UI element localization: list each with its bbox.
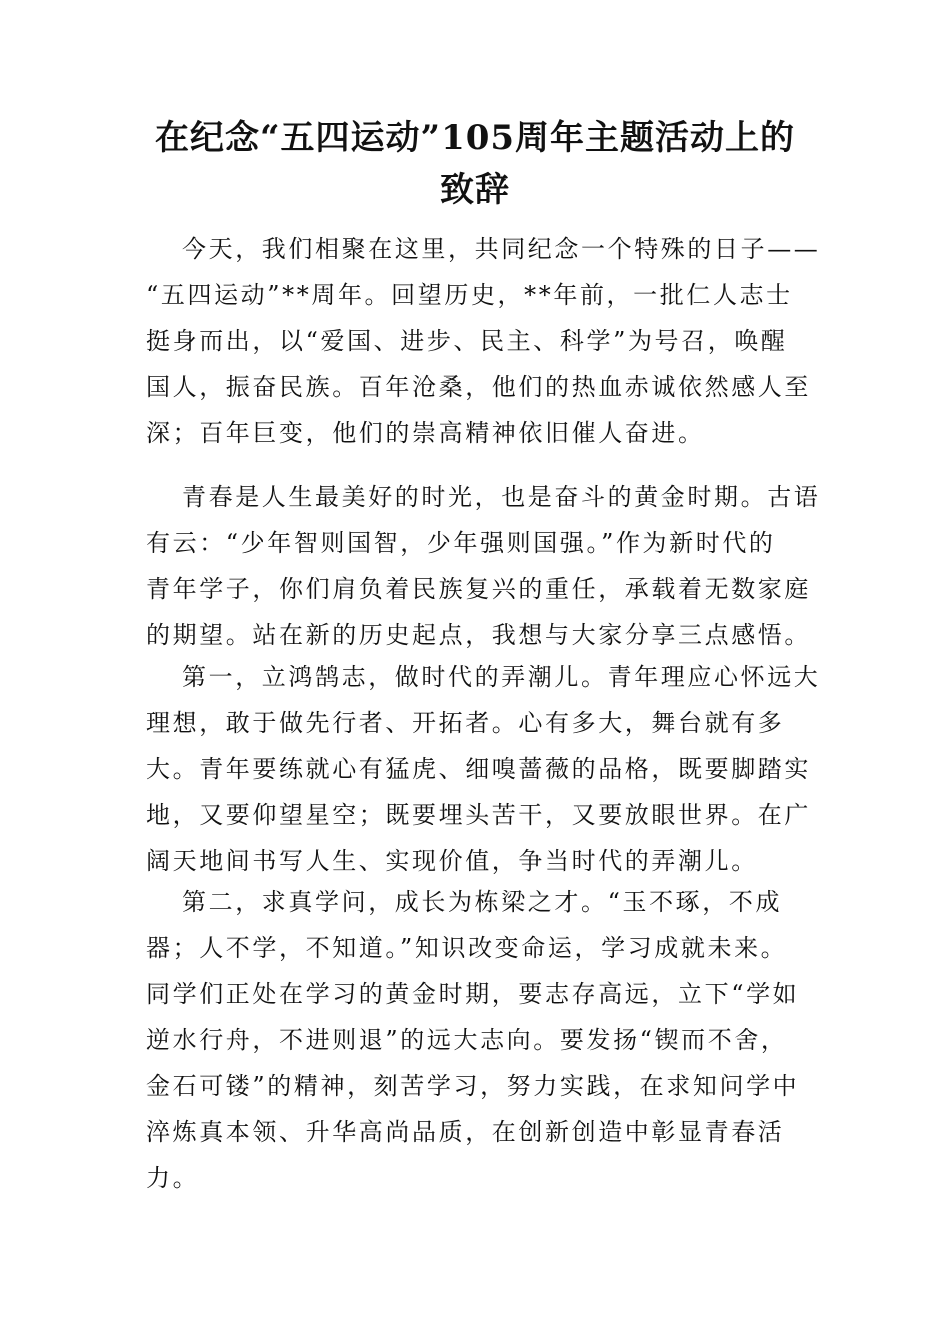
paragraph-line: 淬炼真本领、升华高尚品质，在创新创造中彰显青春活 bbox=[146, 1118, 785, 1146]
paragraph-line: 力。 bbox=[146, 1164, 200, 1192]
paragraph-line: 逆水行舟，不进则退”的远大志向。要发扬“锲而不舍， bbox=[146, 1026, 788, 1054]
paragraph-line: 地，又要仰望星空；既要埋头苦干，又要放眼世界。在广 bbox=[146, 801, 811, 829]
paragraph-line: 第二，求真学问，成长为栋梁之才。“玉不琢，不成 bbox=[182, 888, 783, 916]
paragraph-opening bbox=[146, 226, 821, 456]
paragraph-line: 青春是人生最美好的时光，也是奋斗的黄金时期。古语 bbox=[182, 483, 821, 511]
paragraph-line: 今天，我们相聚在这里，共同纪念一个特殊的日子—— bbox=[182, 235, 821, 263]
paragraph-line: 第一，立鸿鹄志，做时代的弄潮儿。青年理应心怀远大 bbox=[182, 663, 821, 691]
paragraph-line: 有云：“少年智则国智，少年强则国强。”作为新时代的 bbox=[146, 529, 776, 557]
paragraph-line: 深；百年巨变，他们的崇高精神依旧催人奋进。 bbox=[146, 419, 705, 447]
paragraph-line: 理想，敢于做先行者、开拓者。心有多大，舞台就有多 bbox=[146, 709, 785, 737]
paragraph-line: 同学们正处在学习的黄金时期，要志存高远，立下“学如 bbox=[146, 980, 800, 1008]
paragraph-line: 的期望。站在新的历史起点，我想与大家分享三点感悟。 bbox=[146, 621, 811, 649]
paragraph-line: 青年学子，你们肩负着民族复兴的重任，承载着无数家庭 bbox=[146, 575, 811, 603]
paragraph-line: 金石可镂”的精神，刻苦学习，努力实践，在求知问学中 bbox=[146, 1072, 800, 1100]
paragraph-line: 器；人不学，不知道。”知识改变命运，学习成就未来。 bbox=[146, 934, 788, 962]
paragraph-line: 挺身而出，以“爱国、进步、民主、科学”为号召，唤醒 bbox=[146, 327, 788, 355]
paragraph-line: 大。青年要练就心有猛虎、细嗅蔷薇的品格，既要脚踏实 bbox=[146, 755, 811, 783]
paragraph-point-two bbox=[146, 879, 801, 1201]
paragraph-point-one bbox=[146, 654, 821, 884]
title-line: 致辞 bbox=[440, 170, 510, 210]
paragraph-line: 国人，振奋民族。百年沧桑，他们的热血赤诚依然感人至 bbox=[146, 373, 811, 401]
paragraph-line: 阔天地间书写人生、实现价值，争当时代的弄潮儿。 bbox=[146, 847, 758, 875]
paragraph-youth bbox=[146, 474, 821, 658]
document-title bbox=[120, 112, 830, 216]
paragraph-line: “五四运动”**周年。回望历史，**年前，一批仁人志士 bbox=[146, 281, 793, 309]
title-line: 在纪念“五四运动”105周年主题活动上的 bbox=[154, 118, 796, 158]
